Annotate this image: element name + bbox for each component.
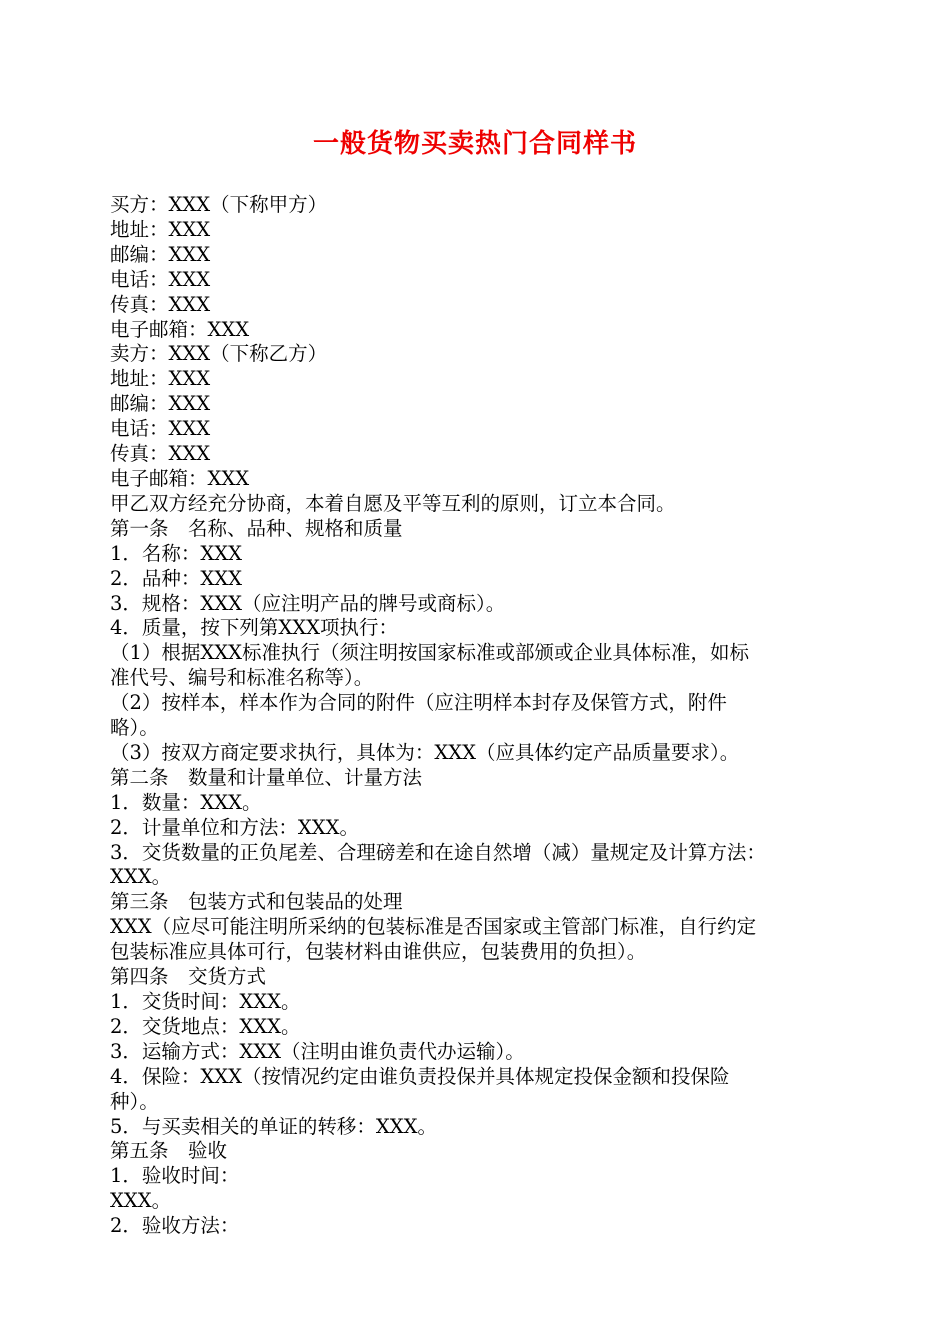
- document-body: [110, 193, 852, 1239]
- text-line: 电子邮箱：XXX: [110, 317, 250, 341]
- text-line: XXX。: [110, 865, 172, 889]
- text-line: 4．质量，按下列第XXX项执行：: [110, 616, 399, 640]
- text-line: 2．品种：XXX: [110, 566, 243, 590]
- text-line: 传真：XXX: [110, 292, 211, 316]
- text-line: （3）按双方商定要求执行，具体为：XXX（应具体约定产品质量要求）。: [110, 740, 740, 764]
- text-line: 邮编：XXX: [110, 392, 211, 416]
- text-line: 种）。: [110, 1089, 159, 1113]
- text-line: （1）根据XXX标准执行（须注明按国家标准或部颁或企业具体标准，如标: [110, 641, 750, 665]
- text-line: 2．交货地点：XXX。: [110, 1014, 301, 1038]
- text-line: XXX。: [110, 1189, 172, 1213]
- section-heading: 第四条 交货方式: [110, 965, 267, 989]
- text-line: 1．名称：XXX: [110, 541, 243, 565]
- text-line: 邮编：XXX: [110, 242, 211, 266]
- text-line: 卖方：XXX（下称乙方）: [110, 342, 328, 366]
- text-line: 电话：XXX: [110, 417, 211, 441]
- text-line: 5．与买卖相关的单证的转移：XXX。: [110, 1114, 438, 1138]
- text-line: 1．交货时间：XXX。: [110, 990, 301, 1013]
- text-line: 3．交货数量的正负尾差、合理磅差和在途自然增（减）量规定及计算方法：: [110, 840, 766, 864]
- text-line: 电子邮箱：XXX: [110, 466, 250, 490]
- text-line: 地址：XXX: [110, 367, 211, 391]
- document-title: 一般货物买卖热门合同样书: [312, 129, 637, 159]
- text-line: 传真：XXX: [110, 442, 211, 466]
- text-line: 3．规格：XXX（应注明产品的牌号或商标）。: [110, 591, 506, 615]
- section-heading: 第三条 包装方式和包装品的处理: [110, 890, 403, 914]
- text-line: 地址：XXX: [110, 217, 211, 241]
- text-line: 2．计量单位和方法：XXX。: [110, 815, 360, 839]
- text-line: 准代号、编号和标准名称等）。: [110, 666, 374, 690]
- text-line: 买方：XXX（下称甲方）: [110, 193, 328, 216]
- text-line: XXX（应尽可能注明所采纳的包装标准是否国家或主管部门标准，自行约定: [110, 915, 757, 939]
- text-line: 4．保险：XXX（按情况约定由谁负责投保并具体规定投保金额和投保险: [110, 1064, 730, 1088]
- text-line: 甲乙双方经充分协商，本着自愿及平等互利的原则，订立本合同。: [110, 491, 676, 515]
- text-line: 2．验收方法：: [110, 1214, 240, 1238]
- text-line: 1．数量：XXX。: [110, 790, 262, 814]
- text-line: 略）。: [110, 716, 159, 740]
- text-line: 3．运输方式：XXX（注明由谁负责代办运输）。: [110, 1039, 525, 1063]
- section-heading: 第五条 验收: [110, 1139, 228, 1163]
- text-line: （2）按样本，样本作为合同的附件（应注明样本封存及保管方式，附件: [110, 691, 727, 715]
- text-line: 包装标准应具体可行，包装材料由谁供应，包装费用的负担）。: [110, 940, 647, 964]
- text-line: 电话：XXX: [110, 267, 211, 291]
- section-heading: 第一条 名称、品种、规格和质量: [110, 516, 403, 540]
- section-heading: 第二条 数量和计量单位、计量方法: [110, 765, 423, 789]
- text-line: 1．验收时间：: [110, 1164, 240, 1188]
